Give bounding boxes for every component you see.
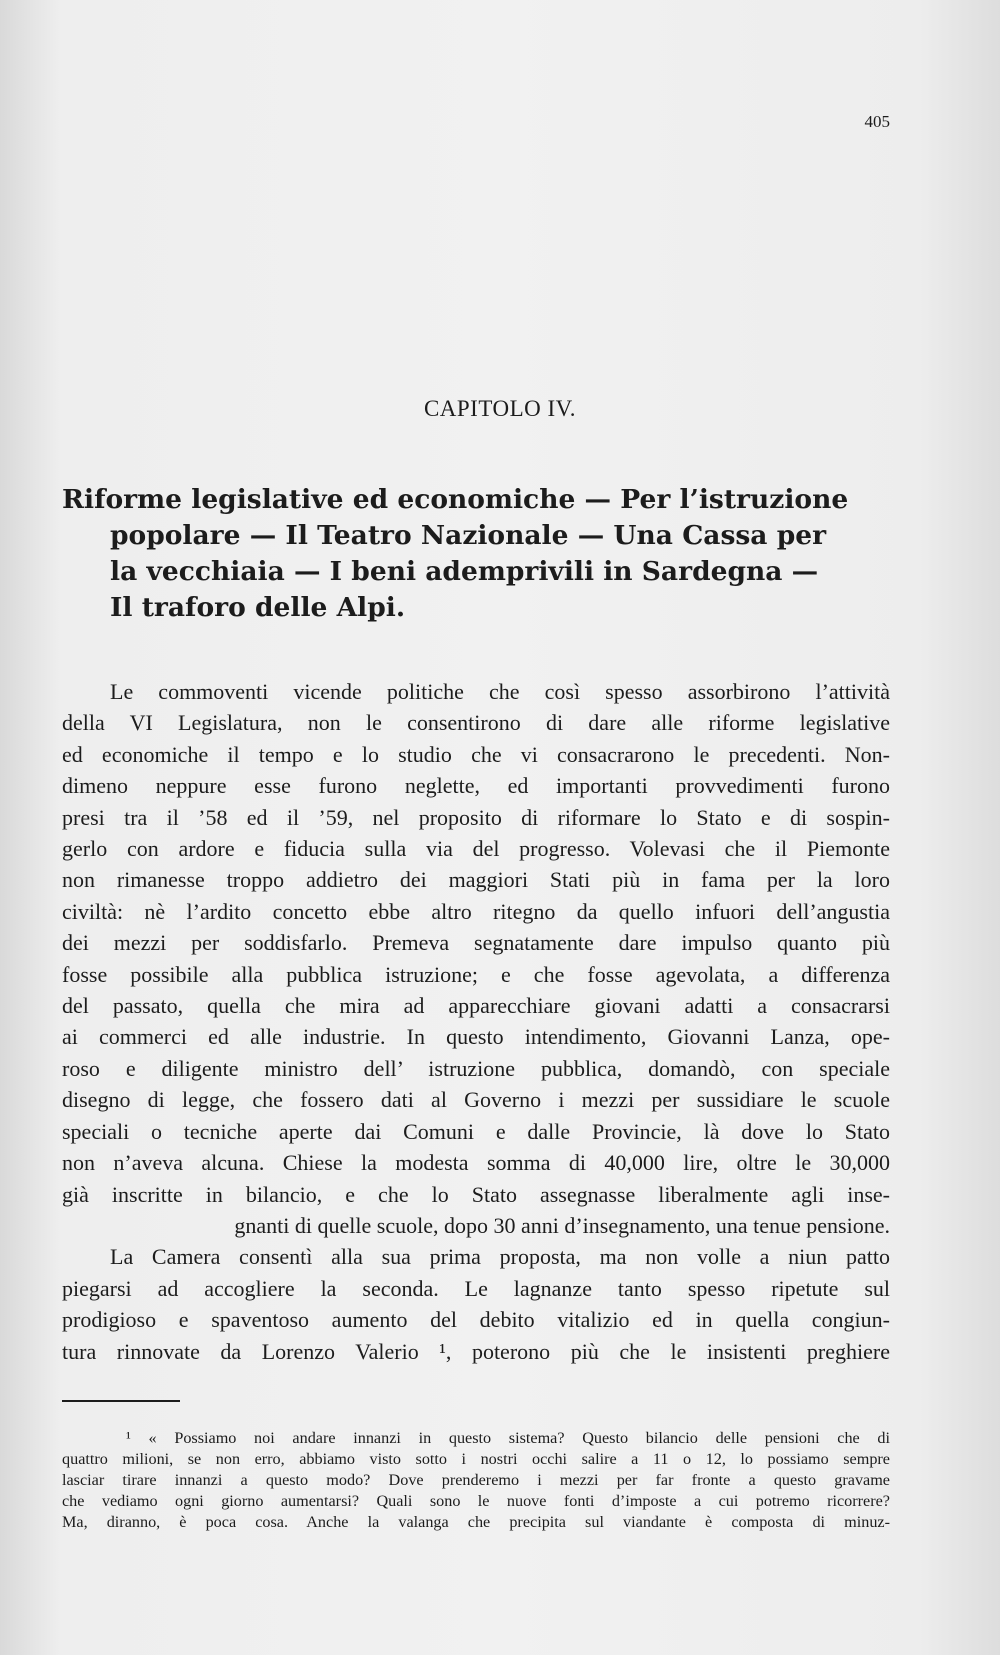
body-line: prodigioso e spaventoso aumento del debito vitalizio ed in quella congiun- <box>62 1307 890 1333</box>
body-line: La Camera consentì alla sua prima proposta, ma non volle a niun patto <box>110 1244 890 1270</box>
body-line: presi tra il ’58 ed il ’59, nel proposito di riformare lo Stato e di sospin- <box>62 804 890 830</box>
body-line: tura rinnovate da Lorenzo Valerio ¹, poterono più che le insistenti preghiere <box>62 1338 890 1364</box>
body-line: gerlo con ardore e fiducia sulla via del progresso. Volevasi che il Piemonte <box>62 836 890 862</box>
body-line: disegno di legge, che fossero dati al Governo i mezzi per sussidiare le scuole <box>62 1087 890 1113</box>
body-line: dimeno neppure esse furono neglette, ed importanti provvedimenti furono <box>62 773 890 799</box>
subtitle-line: la vecchiaia — I beni ademprivili in Sardegna — <box>110 556 819 587</box>
body-line: non n’aveva alcuna. Chiese la modesta somma di 40,000 lire, oltre le 30,000 <box>62 1150 890 1176</box>
chapter-heading: CAPITOLO IV. <box>423 396 577 421</box>
body-text <box>62 676 890 1367</box>
footnotes <box>62 1428 890 1533</box>
footnote-line: quattro milioni, se non erro, abbiamo visto sotto i nostri occhi salire a 11 o 12, lo possiamo sempre <box>62 1450 890 1468</box>
body-line: fosse possibile alla pubblica istruzione; e che fosse agevolata, a differenza <box>62 961 890 987</box>
footnote-line: che vediamo ogni giorno aumentarsi? Quali sono le nuove fonti d’imposte a cui potremo ricorrere? <box>62 1492 890 1510</box>
body-line: piegarsi ad accogliere la seconda. Le lagnanze tanto spesso ripetute sul <box>62 1275 890 1301</box>
body-line: ed economiche il tempo e lo studio che vi consacrarono le precedenti. Non- <box>62 741 890 767</box>
body-line: della VI Legislatura, non le consentirono di dare alle riforme legislative <box>62 710 890 736</box>
body-line: del passato, quella che mira ad apparecchiare giovani adatti a consacrarsi <box>62 993 890 1019</box>
body-line: speciali o tecniche aperte dai Comuni e dalle Provincie, là dove lo Stato <box>62 1118 890 1144</box>
body-line: roso e diligente ministro dell’ istruzione pubblica, domandò, con speciale <box>62 1055 890 1081</box>
body-line: Le commoventi vicende politiche che così spesso assorbirono l’attività <box>110 679 890 704</box>
subtitle-line: Riforme legislative ed economiche — Per l’istruzione <box>62 484 849 515</box>
footnote-line: Ma, diranno, è poca cosa. Anche la valanga che precipita sul viandante è composta di minuz- <box>62 1513 890 1531</box>
body-line: dei mezzi per soddisfarlo. Premeva segnatamente dare impulso quanto più <box>62 930 890 956</box>
body-line: gnanti di quelle scuole, dopo 30 anni d’insegnamento, una tenue pensione. <box>234 1212 890 1238</box>
body-line: già inscritte in bilancio, e che lo Stato assegnasse liberalmente agli inse- <box>62 1181 890 1207</box>
footnote-line: ¹ « Possiamo noi andare innanzi in questo sistema? Questo bilancio delle pensioni che di <box>126 1429 890 1447</box>
body-line: non rimanesse troppo addietro dei maggiori Stati più in fama per la loro <box>62 867 890 893</box>
subtitle-line: popolare — Il Teatro Nazionale — Una Cassa per <box>110 520 827 551</box>
footnote-line: lasciar tirare innanzi a questo modo? Dove prenderemo i mezzi per far fronte a questo gravame <box>62 1471 890 1489</box>
page-number: 405 <box>864 112 890 131</box>
subtitle-line: Il traforo delle Alpi. <box>110 592 406 623</box>
footnote-divider <box>62 1400 180 1402</box>
chapter-subtitle <box>62 482 892 626</box>
body-line: ai commerci ed alle industrie. In questo intendimento, Giovanni Lanza, ope- <box>62 1024 890 1050</box>
body-line: civiltà: nè l’ardito concetto ebbe altro ritegno da quello infuori dell’angustia <box>62 898 890 924</box>
